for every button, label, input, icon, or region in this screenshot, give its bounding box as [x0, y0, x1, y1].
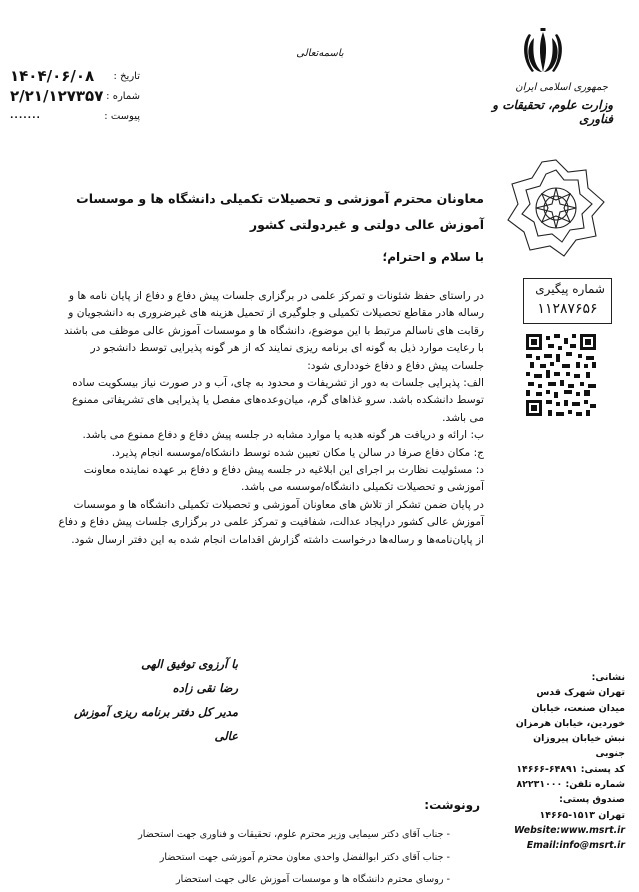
recipient: معاونان محترم آموزشی و تحصیلات تکمیلی دانشگاه ها و موسسات آموزش عالی دولتی و غیردولتی کشور: [76, 191, 484, 232]
body-item-c: ج: مکان دفاع صرفا در سالن یا مکان تعیین شده توسط دانشکاه/موسسه انجام پذیرد.: [111, 446, 484, 459]
signatory-name: رضا نقی زاده: [172, 681, 238, 695]
po-box-label: صندوق پستی:: [559, 794, 625, 806]
address-line: میدان صنعت، خیابان: [531, 702, 625, 714]
number-row: [10, 86, 140, 106]
signature-greeting: با آرزوی توفیق الهی: [141, 657, 238, 671]
postal-code: کد پستی: ۶۴۸۹۱-۱۴۶۶۶: [516, 763, 625, 775]
attachment-label: پیوست :: [104, 110, 140, 122]
address-label: نشانی:: [591, 672, 625, 683]
website-link[interactable]: Website:www.msrt.ir: [514, 824, 625, 836]
cc-list: [120, 824, 450, 892]
body-item-b: ب: ارائه و دریافت هر گونه هدیه یا موارد مشابه در جلسه پیش دفاع و دفاع ممنوع می باشد.: [82, 429, 484, 442]
ornament-icon: [506, 158, 606, 258]
iran-emblem-icon: [520, 28, 566, 80]
number-label: شماره :: [106, 90, 140, 102]
body-closing: در پایان ضمن تشکر از تلاش های معاونان آموزشی و تحصیلات تکمیلی دانشگاه ها و موسسات آموزش عالی کشور دراپجاد عدالت، شفافیت و تمرکز علمی در برگزاری جلسات پیش دفاع و دفاع از پایان‌نامه‌ها و رساله‌ها درخواست داشته گزارش اقدامات انجام شده به این دفتر ارسال شود.: [58, 498, 484, 546]
body-item-d: د: مسئولیت نظارت بر اجرای این ابلاغیه در جلسه پیش دفاع و دفاع بر عهده نماینده معاونت آموزشی و تحصیلات تکمیلی دانشگاه/موسسه می باشد.: [83, 464, 484, 494]
phone-number: شماره تلفن: ۸۲۲۳۱۰۰۰: [516, 779, 625, 791]
po-box: تهران ۱۵۱۳-۱۴۶۶۵: [539, 809, 625, 821]
tracking-number-box: [523, 278, 612, 324]
letter-body: [58, 288, 484, 549]
cc-title: رونوشت:: [424, 798, 480, 812]
attachment-value: .......: [10, 111, 41, 121]
date-row: [10, 66, 140, 86]
address-line: نبش خیابان پیروزان جنوبی: [533, 733, 625, 760]
basmala: باسمه‌تعالی: [296, 48, 344, 59]
attachment-row: [10, 106, 140, 126]
address-line: خوردین، خیابان هرمزان: [515, 717, 625, 729]
address-line: تهران شهرک قدس: [536, 687, 625, 699]
letter-meta: [10, 66, 140, 126]
cc-item: - روسای محترم دانشگاه ها و موسسات آموزش عالی جهت استحضار: [176, 874, 450, 885]
greeting: با سلام و احترام؛: [382, 250, 484, 264]
tracking-number: ۱۱۲۸۷۶۵۶: [537, 301, 598, 317]
ministry-line-2: وزارت علوم، تحقیقات و فناوری: [492, 98, 613, 126]
signature-block: [58, 652, 238, 748]
date-value: ۱۴۰۴/۰۶/۰۸: [10, 67, 95, 85]
signatory-title: مدیر کل دفتر برنامه ریزی آموزش عالی: [74, 705, 238, 743]
date-label: تاریخ :: [113, 70, 140, 82]
email-link[interactable]: Email:info@msrt.ir: [526, 840, 625, 852]
number-value: ۲/۲۱/۱۲۷۳۵۷: [10, 87, 104, 105]
cc-item: - جناب آقای دکتر ابوالفضل واحدی معاون محترم آموزشی جهت استحضار: [159, 851, 450, 863]
body-item-a: الف: پذیرایی جلسات به دور از تشریفات و محدود به چای، آب و در صورت نیاز بیسکویت ساده توسط دانشکده باشد. سرو غذاهای گرم، میان‌وعده‌های مفصل یا پذیرایی های تشریفاتی ممنوع می باشد.: [71, 377, 484, 424]
body-intro: در راستای حفظ شئونات و تمرکز علمی در برگزاری جلسات پیش دفاع و دفاع از پایان نامه ها و رساله هادر مقاطع تحصیلات تکمیلی و جلوگیری از تحمیل هزینه های غیرضروری به دانشجویان و رقابت های ناسالم مرتبط با این موضوع، دانشگاه ها و موسسات آموزش عالی موظف می باشند با رعایت موارد ذیل به گونه ای برنامه ریزی نمایند که از هر گونه پذیرایی توسط دانشجو در جلسات پیش دفاع و دفاع خودداری شود:: [63, 290, 484, 372]
ministry-line-1: جمهوری اسلامی ایران: [515, 82, 608, 93]
address-block: [510, 670, 625, 854]
cc-item: - جناب آقای دکتر سیمایی وزیر محترم علوم، تحقیقات و فناوری جهت استحضار: [138, 829, 450, 840]
qr-code-icon[interactable]: [526, 334, 596, 416]
tracking-label: شماره پیگیری: [535, 282, 605, 296]
